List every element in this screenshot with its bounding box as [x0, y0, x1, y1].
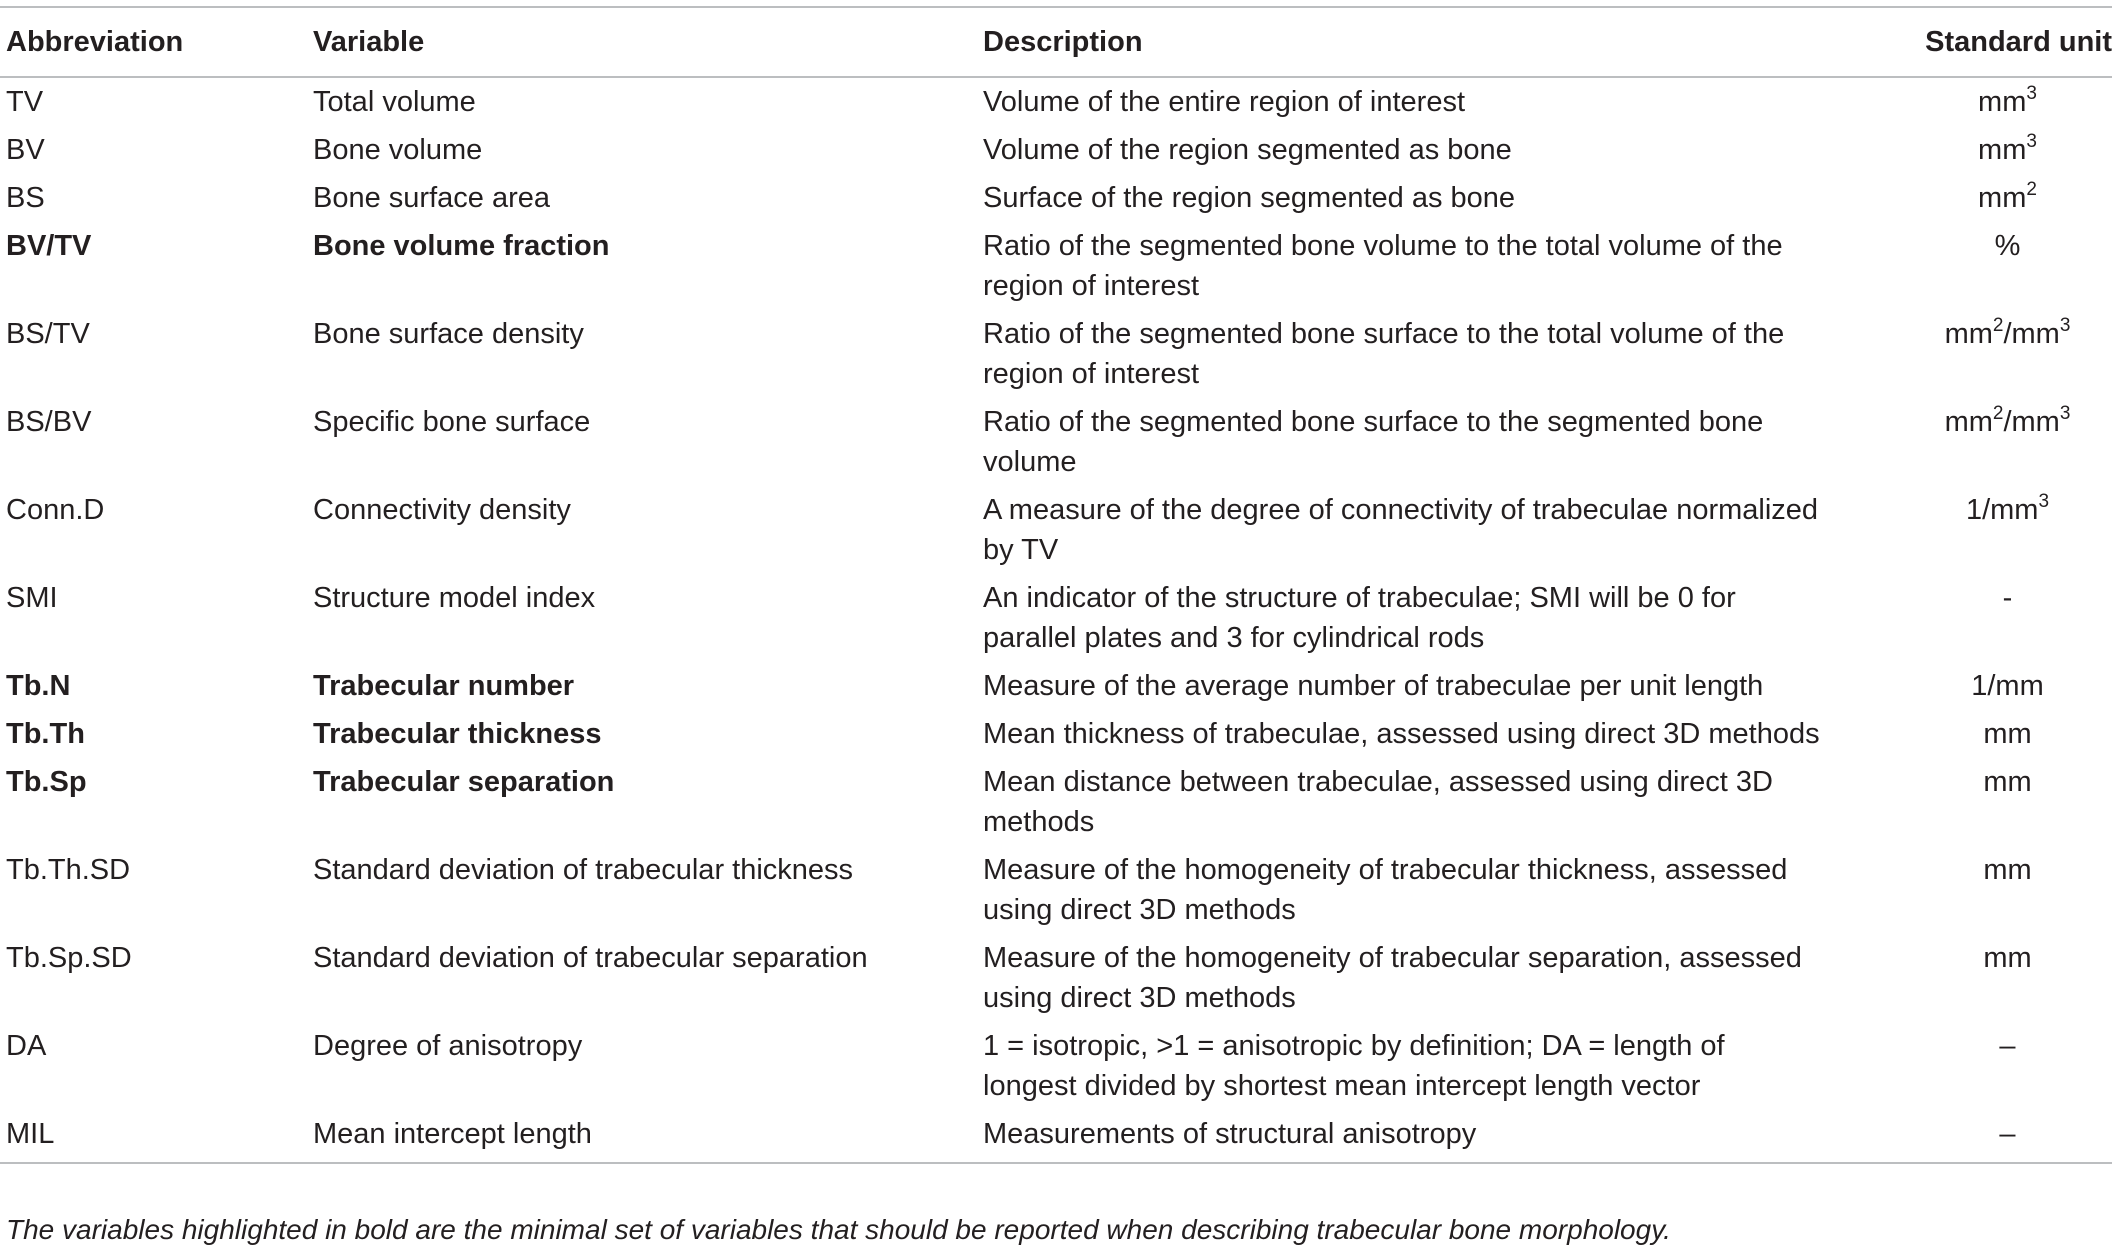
cell-standard-unit [1903, 221, 2112, 309]
cell-standard-unit [1903, 757, 2112, 845]
header-row [0, 7, 2112, 77]
unit-base: mm [1983, 854, 2032, 886]
unit-base: – [1999, 1030, 2016, 1062]
unit-superscript: 2 [1992, 315, 2004, 336]
cell-abbreviation: BS [6, 182, 45, 214]
table-row [0, 125, 2112, 173]
cell-description: Ratio of the segmented bone volume to the total volume of the region of interest [983, 230, 1783, 302]
table-body [0, 77, 2112, 1163]
cell-variable: Trabecular thickness [313, 718, 602, 750]
unit-base: mm [1978, 86, 2027, 118]
unit-tail: /mm [2003, 406, 2060, 438]
cell-standard-unit [1903, 125, 2112, 173]
unit-tail-superscript: 3 [2059, 403, 2071, 424]
cell-description: Measure of the average number of trabeculae per unit length [983, 670, 1764, 702]
cell-description: Volume of the region segmented as bone [983, 134, 1512, 166]
unit-superscript: 3 [2038, 491, 2050, 512]
table-row [0, 661, 2112, 709]
header-variable: Variable [313, 7, 983, 77]
cell-abbreviation: Tb.N [6, 670, 71, 702]
unit-tail-superscript: 3 [2059, 315, 2071, 336]
unit-base: – [1999, 1118, 2016, 1150]
table-row [0, 757, 2112, 845]
unit-base: - [2002, 582, 2013, 614]
cell-description: Mean distance between trabeculae, assessed using direct 3D methods [983, 766, 1773, 838]
cell-description: Measure of the homogeneity of trabecular separation, assessed using direct 3D methods [983, 942, 1802, 1014]
cell-variable: Connectivity density [313, 494, 571, 526]
unit-base: mm [1983, 718, 2032, 750]
cell-variable: Bone volume [313, 134, 483, 166]
unit-superscript: 2 [2026, 179, 2037, 200]
table-row [0, 845, 2112, 933]
cell-standard-unit [1903, 485, 2112, 573]
cell-description: Volume of the entire region of interest [983, 86, 1466, 118]
cell-standard-unit [1903, 1109, 2112, 1163]
cell-standard-unit [1903, 661, 2112, 709]
unit-base: mm [1978, 182, 2027, 214]
table-row [0, 309, 2112, 397]
table-row [0, 709, 2112, 757]
unit-superscript: 3 [2026, 83, 2037, 104]
header-description: Description [983, 7, 1903, 77]
cell-description: An indicator of the structure of trabeculae; SMI will be 0 for parallel plates and 3 for cylindrical rods [983, 582, 1736, 654]
cell-abbreviation: BV [6, 134, 45, 166]
unit-base: 1/mm [1965, 494, 2039, 526]
cell-abbreviation: Tb.Sp [6, 766, 87, 798]
cell-abbreviation: Tb.Sp.SD [6, 942, 132, 974]
cell-variable: Bone surface density [313, 318, 584, 350]
table-row [0, 397, 2112, 485]
cell-description: 1 = isotropic, >1 = anisotropic by definition; DA = length of longest divided by shortest mean intercept length vector [983, 1030, 1725, 1102]
cell-abbreviation: TV [6, 86, 44, 118]
table-row [0, 173, 2112, 221]
cell-standard-unit [1903, 173, 2112, 221]
unit-base: mm [1983, 766, 2032, 798]
cell-variable: Degree of anisotropy [313, 1030, 583, 1062]
cell-standard-unit [1903, 933, 2112, 1021]
cell-variable: Trabecular number [313, 670, 575, 702]
cell-standard-unit [1903, 309, 2112, 397]
cell-description: Surface of the region segmented as bone [983, 182, 1516, 214]
cell-variable: Bone surface area [313, 182, 550, 214]
cell-abbreviation: Tb.Th.SD [6, 854, 131, 886]
cell-standard-unit [1903, 845, 2112, 933]
cell-variable: Structure model index [313, 582, 596, 614]
unit-superscript: 2 [1992, 403, 2004, 424]
header-abbreviation: Abbreviation [0, 7, 313, 77]
table-row [0, 221, 2112, 309]
table-footnote: The variables highlighted in bold are the minimal set of variables that should be reported when describing trabecular bone morphology. [6, 1214, 1671, 1245]
cell-abbreviation: Conn.D [6, 494, 105, 526]
header-standard-unit: Standard unit [1903, 7, 2112, 77]
cell-standard-unit [1903, 573, 2112, 661]
table-row [0, 933, 2112, 1021]
unit-base: 1/mm [1971, 670, 2044, 702]
cell-standard-unit [1903, 1021, 2112, 1109]
unit-base: mm [1978, 134, 2027, 166]
unit-superscript: 3 [2026, 131, 2037, 152]
cell-variable: Standard deviation of trabecular separation [313, 942, 868, 974]
table-row [0, 1109, 2112, 1163]
cell-standard-unit [1903, 397, 2112, 485]
cell-description: Ratio of the segmented bone surface to the total volume of the region of interest [983, 318, 1785, 390]
cell-description: A measure of the degree of connectivity of trabeculae normalized by TV [983, 494, 1819, 566]
table-row [0, 573, 2112, 661]
cell-standard-unit [1903, 77, 2112, 125]
cell-description: Measurements of structural anisotropy [983, 1109, 1903, 1163]
cell-abbreviation: BS/BV [6, 406, 92, 438]
cell-abbreviation: BV/TV [6, 230, 92, 262]
cell-abbreviation: Tb.Th [6, 718, 85, 750]
cell-abbreviation: SMI [6, 582, 58, 614]
table-header [0, 7, 2112, 77]
cell-variable: Standard deviation of trabecular thickness [313, 854, 854, 886]
cell-abbreviation: BS/TV [6, 318, 90, 350]
unit-base: mm [1944, 406, 1993, 438]
unit-base: % [1994, 230, 2021, 262]
unit-base: mm [1983, 942, 2032, 974]
unit-tail: /mm [2003, 318, 2060, 350]
cell-standard-unit [1903, 709, 2112, 757]
unit-base: mm [1944, 318, 1993, 350]
cell-abbreviation: DA [6, 1030, 47, 1062]
cell-variable: Specific bone surface [313, 406, 591, 438]
cell-variable: Trabecular separation [313, 766, 615, 798]
cell-variable: Mean intercept length [313, 1109, 983, 1163]
cell-description: Ratio of the segmented bone surface to the segmented bone volume [983, 406, 1764, 478]
cell-description: Measure of the homogeneity of trabecular thickness, assessed using direct 3D methods [983, 854, 1788, 926]
table-row [0, 77, 2112, 125]
table-row [0, 1021, 2112, 1109]
table-row [0, 485, 2112, 573]
cell-variable: Bone volume fraction [313, 230, 610, 262]
cell-variable: Total volume [313, 86, 476, 118]
cell-abbreviation: MIL [0, 1109, 313, 1163]
cell-description: Mean thickness of trabeculae, assessed using direct 3D methods [983, 718, 1820, 750]
variables-table [0, 6, 2112, 1164]
